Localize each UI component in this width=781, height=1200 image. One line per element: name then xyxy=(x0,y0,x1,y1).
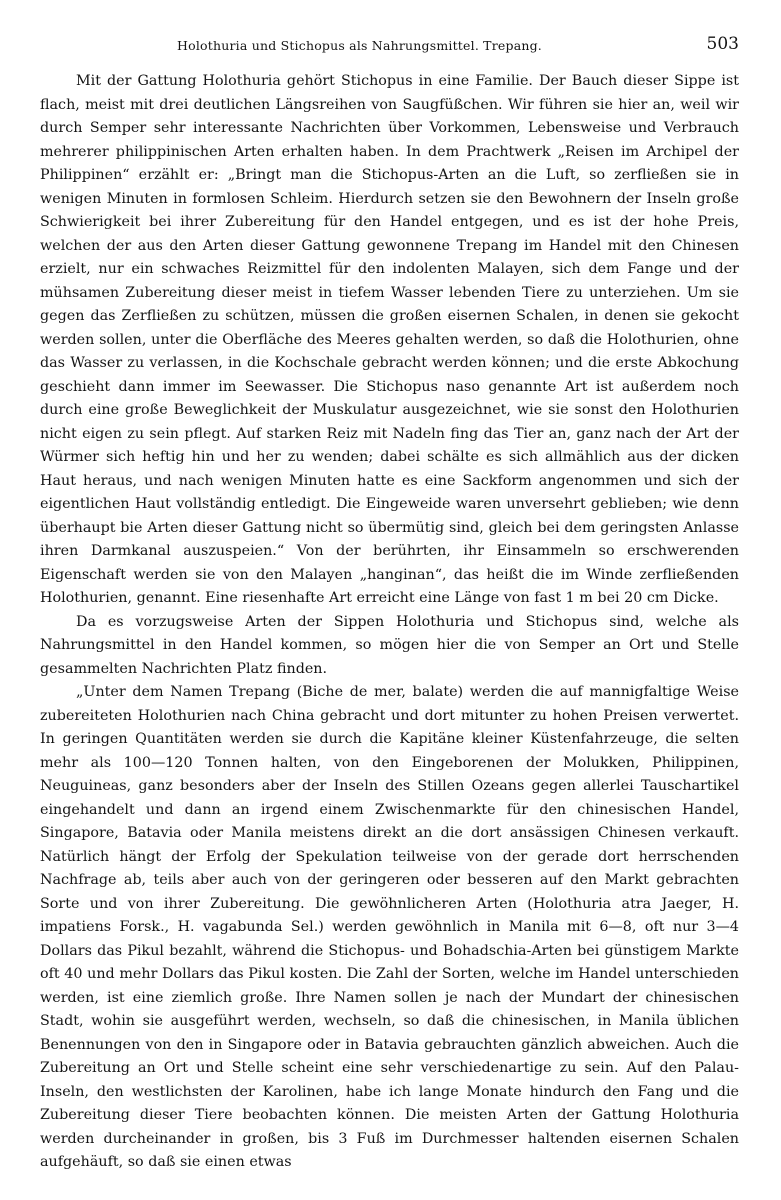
paragraph-3: „Unter dem Namen Trepang (Biche de mer, balate) werden die auf mannigfaltige Weise zubereiteten Holothurien nach China gebracht und dort mitunter zu hohen Preisen verwertet. In geringen Quantitäten werden sie durch die Kapitäne kleiner Küstenfahrzeuge, die selten mehr als 100—120 Tonnen halten, von den Eingeborenen der Molukken, Philippinen, Neuguineas, ganz besonders aber der Inseln des Stillen Ozeans gegen allerlei Tauschartikel eingehandelt und dann an irgend einem Zwischenmarkte für den chinesischen Handel, Singapore, Batavia oder Manila meistens direkt an die dort ansässigen Chinesen verkauft. Natürlich hängt der Erfolg der Spekulation teilweise von der gerade dort herrschenden Nachfrage ab, teils aber auch von der geringeren oder besseren auf den Markt gebrachten Sorte und von ihrer Zubereitung. Die gewöhnlicheren Arten (Holothuria atra Jaeger, H. impatiens Forsk., H. vagabunda Sel.) werden gewöhnlich in Manila mit 6—8, oft nur 3—4 Dollars das Pikul bezahlt, während die Stichopus- und Bohadschia-Arten bei günstigem Markte oft 40 und mehr Dollars das Pikul kosten. Die Zahl der Sorten, welche im Handel unterschieden werden, ist eine ziemlich große. Ihre Namen sollen je nach der Mundart der chinesischen Stadt, wohin sie ausgeführt werden, wechseln, so daß die chinesischen, in Manila üblichen Benennungen von den in Singapore oder in Batavia gebrauchten gänzlich abweichen. Auch die Zubereitung an Ort und Stelle scheint eine sehr verschiedenartige zu sein. Auf den Palau-Inseln, den westlichsten der Karolinen, habe ich lange Monate hindurch den Fang und die Zubereitung dieser Tiere beobachten können. Die meisten Arten der Gattung Holothuria werden durcheinander in großen, bis 3 Fuß im Durchmesser haltenden eisernen Schalen aufgehäuft, so daß sie einen etwas xyxy=(40,684,739,1170)
running-title: Holothuria und Stichopus als Nahrungsmittel. Trepang. xyxy=(177,38,542,53)
paragraph-1: Mit der Gattung Holothuria gehört Stichopus in eine Familie. Der Bauch dieser Sippe ist flach, meist mit drei deutlichen Längsreihen von Saugfüßchen. Wir führen sie hier an, weil wir durch Semper sehr interessante Nachrichten über Vorkommen, Lebensweise und Verbrauch mehrerer philippinischen Arten erhalten haben. In dem Prachtwerk „Reisen im Archipel der Philippinen“ erzählt er: „Bringt man die Stichopus-Arten an die Luft, so zerfließen sie in wenigen Minuten in formlosen Schleim. Hierdurch setzen sie den Bewohnern der Inseln große Schwierigkeit bei ihrer Zubereitung für den Handel entgegen, und es ist der hohe Preis, welchen der aus den Arten dieser Gattung gewonnene Trepang im Handel mit den Chinesen erzielt, nur ein schwaches Reizmittel für den indolenten Malayen, sich dem Fange und der mühsamen Zubereitung dieser meist in tiefem Wasser lebenden Tiere zu unterziehen. Um sie gegen das Zerfließen zu schützen, müssen die großen eisernen Schalen, in denen sie gekocht werden sollen, unter die Oberfläche des Meeres gehalten werden, so daß die Holothurien, ohne das Wasser zu verlassen, in die Kochschale gebracht werden können; und die erste Abkochung geschieht dann immer im Seewasser. Die Stichopus naso genannte Art ist außerdem noch durch eine große Beweglichkeit der Muskulatur ausgezeichnet, wie sie sonst den Holothurien nicht eigen zu sein pflegt. Auf starken Reiz mit Nadeln fing das Tier an, ganz nach der Art der Würmer sich heftig hin und her zu wenden; dabei schälte es sich allmählich aus der dicken Haut heraus, und nach wenigen Minuten hatte es eine Sackform angenommen und sich der eigentlichen Haut vollständig entledigt. Die Eingeweide waren unversehrt geblieben; wie denn überhaupt bie Arten dieser Gattung nicht so übermütig sind, gleich bei dem geringsten Anlasse ihren Darmkanal auszuspeien.“ Von der berührten, ihr Einsammeln so erschwerenden Eigenschaft werden sie von den Malayen „hanginan“, das heißt die im Winde zerfließenden Holothurien, genannt. Eine riesenhafte Art erreicht eine Länge von fast 1 m bei 20 cm Dicke. xyxy=(40,73,739,606)
paragraph-2: Da es vorzugsweise Arten der Sippen Holothuria und Stichopus sind, welche als Nahrungsmittel in den Handel kommen, so mögen hier die von Semper an Ort und Stelle gesammelten Nachrichten Platz finden. xyxy=(40,613,739,677)
page-header xyxy=(40,34,739,58)
body-text xyxy=(40,70,739,1175)
page-number: 503 xyxy=(706,34,739,54)
